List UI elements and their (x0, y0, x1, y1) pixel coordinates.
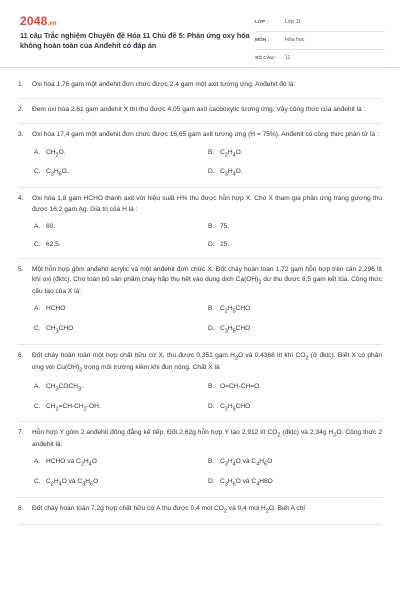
meta-label: MÔN : (255, 37, 270, 43)
page-title: 11 câu Trắc nghiệm Chuyên đề Hóa 11 Chủ đề 5: Phản ứng oxy hóa không hoàn toàn của Anđehit có đáp án (20, 31, 250, 51)
meta-label: SỐ CÂU : (255, 55, 277, 61)
option-letter: A. (34, 222, 41, 230)
answer-options (32, 304, 382, 336)
option-letter: C. (34, 168, 41, 176)
question-number: 3. (18, 131, 24, 139)
question-text: Oxi hóa 1,76 gam một anđehit đơn chức được 2,4 gam một axit tương ứng. Anđehit đó là: (32, 81, 296, 88)
answer-option[interactable] (208, 457, 382, 469)
option-text: 75. (220, 222, 230, 230)
question-item (18, 259, 382, 345)
option-text: $C_2H_5CHO$ (220, 402, 251, 412)
answer-option[interactable] (34, 382, 208, 394)
option-letter: B. (208, 458, 215, 466)
question-body (32, 428, 382, 489)
question-body (32, 504, 382, 516)
option-letter: D. (208, 325, 215, 333)
answer-option[interactable] (208, 240, 382, 250)
option-text: $CH_2=CH-CH_2-OH$. (46, 402, 101, 412)
option-letter: D. (208, 168, 215, 176)
option-text: HCHO và $C_2H_4O$ (46, 458, 97, 468)
option-text: $C_3H_6O$ và $C_4H8O$ (220, 478, 273, 488)
option-letter: A. (34, 382, 41, 390)
meta-row (255, 14, 385, 32)
question-text: Một hỗn hợp gồm anđehit acrylic và một anđehit đơn chức X. Đốt cháy hoàn toàn 1,72 gam hỗn hợp trên cần 2,296 lít khí oxi (đktc). Cho toàn bộ sản phẩm cháy hấp thụ hết vào dung dịch $Ca(OH)_2$ dư thu được 8,5 gam kết tủa. Công thức cấu tạo của X là: (32, 266, 382, 296)
option-text: O=CH-CH=O. (220, 382, 262, 390)
answer-option[interactable] (208, 477, 382, 489)
question-number: 8. (18, 505, 24, 513)
meta-value: Hóa học (285, 37, 305, 44)
answer-options (32, 382, 382, 414)
answer-option[interactable] (208, 304, 382, 316)
meta-row (255, 50, 385, 68)
option-text: $C_3H_6O$. (46, 168, 69, 178)
question-text: Đem oxi hóa 2,61 gam anđehit X thì thu được 4,05 gam axit cacboxylic tương ứng. Vậy công thức của anđehit là : (32, 106, 366, 114)
answer-options (32, 222, 382, 250)
option-text: 60. (46, 222, 56, 230)
option-letter: B. (208, 148, 215, 156)
meta-label: LỚP : (255, 19, 269, 25)
question-item (18, 422, 382, 498)
option-text: $C_3H_4O$ và $C_4H_6O$ (220, 458, 273, 468)
question-number: 4. (18, 195, 24, 203)
meta-info (255, 14, 385, 68)
question-text: Đốt cháy hoàn toàn 7,2g hợp chất hữu cơ A thu được 0,4 mol $CO_2$ và 0,4 mol $H_2O$. Biết A chỉ (32, 505, 305, 515)
answer-option[interactable] (208, 382, 382, 394)
option-letter: A. (34, 148, 41, 156)
option-text: 62,5. (46, 240, 61, 248)
option-letter: C. (34, 240, 41, 248)
question-body (32, 351, 382, 413)
answer-option[interactable] (34, 304, 208, 316)
option-letter: C. (34, 402, 41, 410)
option-letter: C. (34, 478, 41, 486)
answer-option[interactable] (34, 167, 208, 179)
answer-option[interactable] (34, 148, 208, 160)
answer-option[interactable] (34, 402, 208, 414)
answer-option[interactable] (208, 148, 382, 160)
option-letter: D. (208, 402, 215, 410)
option-letter: C. (34, 325, 41, 333)
question-number: 1. (18, 81, 24, 88)
option-text: $C_2H_5CHO$ (220, 305, 251, 315)
option-text: $CH_3COCH_3$. (46, 382, 83, 393)
meta-value: Lớp 11 (285, 19, 301, 26)
question-body (32, 265, 382, 336)
answer-option[interactable] (208, 324, 382, 336)
option-letter: D. (208, 240, 215, 248)
question-number: 7. (18, 429, 24, 437)
option-text: $C_2H_4O$. (220, 148, 243, 158)
question-list (0, 68, 400, 525)
option-letter: A. (34, 305, 41, 313)
question-item (18, 498, 382, 525)
option-letter: A. (34, 458, 41, 466)
question-text: Đốt cháy hoàn toàn một hợp chất hữu cơ X, thu được 0,351 gam $H_2O$ và 0,4368 lít khí $CO_2$ (ở đktc). Biết X có phản ứng với $Cu(OH)_2$ trong môi trường kiềm khi đun nóng. Chất X là (32, 352, 382, 374)
answer-option[interactable] (208, 167, 382, 179)
answer-option[interactable] (208, 402, 382, 414)
answer-options (32, 148, 382, 180)
question-text: Hỗn hợp Y gồm 2 anđehit đồng đẳng kế tiếp. Đốt 2,62g hỗn hợp Y tạo 2,912 lít $CO_2$ (đktc) và 2,34g $H_2O$. Công thức 2 anđehit là: (32, 429, 383, 449)
option-text: $C_3H_5CHO$ (220, 325, 251, 335)
option-letter: B. (208, 222, 215, 230)
question-text: Oxi hóa 17,4 gam một anđehit đơn chức được 16,65 gam axit tương ứng (H = 75%). Anđehit có công thức phân tử là : (32, 131, 379, 139)
site-logo[interactable]: 2048.vn (20, 14, 57, 28)
question-number: 2. (18, 106, 24, 114)
answer-option[interactable] (34, 222, 208, 232)
answer-option[interactable] (34, 457, 208, 469)
question-item (18, 188, 382, 259)
question-body (32, 80, 382, 90)
question-body (32, 130, 382, 179)
question-text: Oxi hóa 1,8 gam HCHO thành axit với hiệu suất H% thu được hỗn hợp X. Cho X tham gia phản ứng tráng gương thu được 16,2 gam Ag. Giá trị của H là : (32, 195, 382, 213)
question-item (18, 78, 382, 99)
option-letter: D. (208, 478, 215, 486)
question-item (18, 99, 382, 124)
meta-row (255, 32, 385, 50)
answer-option[interactable] (34, 477, 208, 489)
option-text: $C_2H_4O$ và $C_3H_6O$ (46, 478, 99, 488)
option-text: HCHO (46, 305, 66, 313)
question-item (18, 124, 382, 188)
meta-value: 11 (285, 55, 291, 62)
question-body (32, 105, 382, 115)
option-text: $C_3H_4O$. (220, 168, 243, 178)
question-number: 5. (18, 266, 24, 274)
answer-option[interactable] (34, 240, 208, 250)
question-body (32, 194, 382, 250)
answer-options (32, 457, 382, 489)
option-letter: B. (208, 305, 215, 313)
option-text: $CH_2O$. (46, 148, 66, 158)
question-item (18, 345, 382, 422)
option-text: 25. (220, 240, 230, 248)
answer-option[interactable] (208, 222, 382, 232)
page-header (0, 0, 400, 68)
question-number: 6. (18, 352, 24, 360)
option-text: $CH_3CHO$ (46, 325, 74, 335)
answer-option[interactable] (34, 324, 208, 336)
option-letter: B. (208, 382, 215, 390)
